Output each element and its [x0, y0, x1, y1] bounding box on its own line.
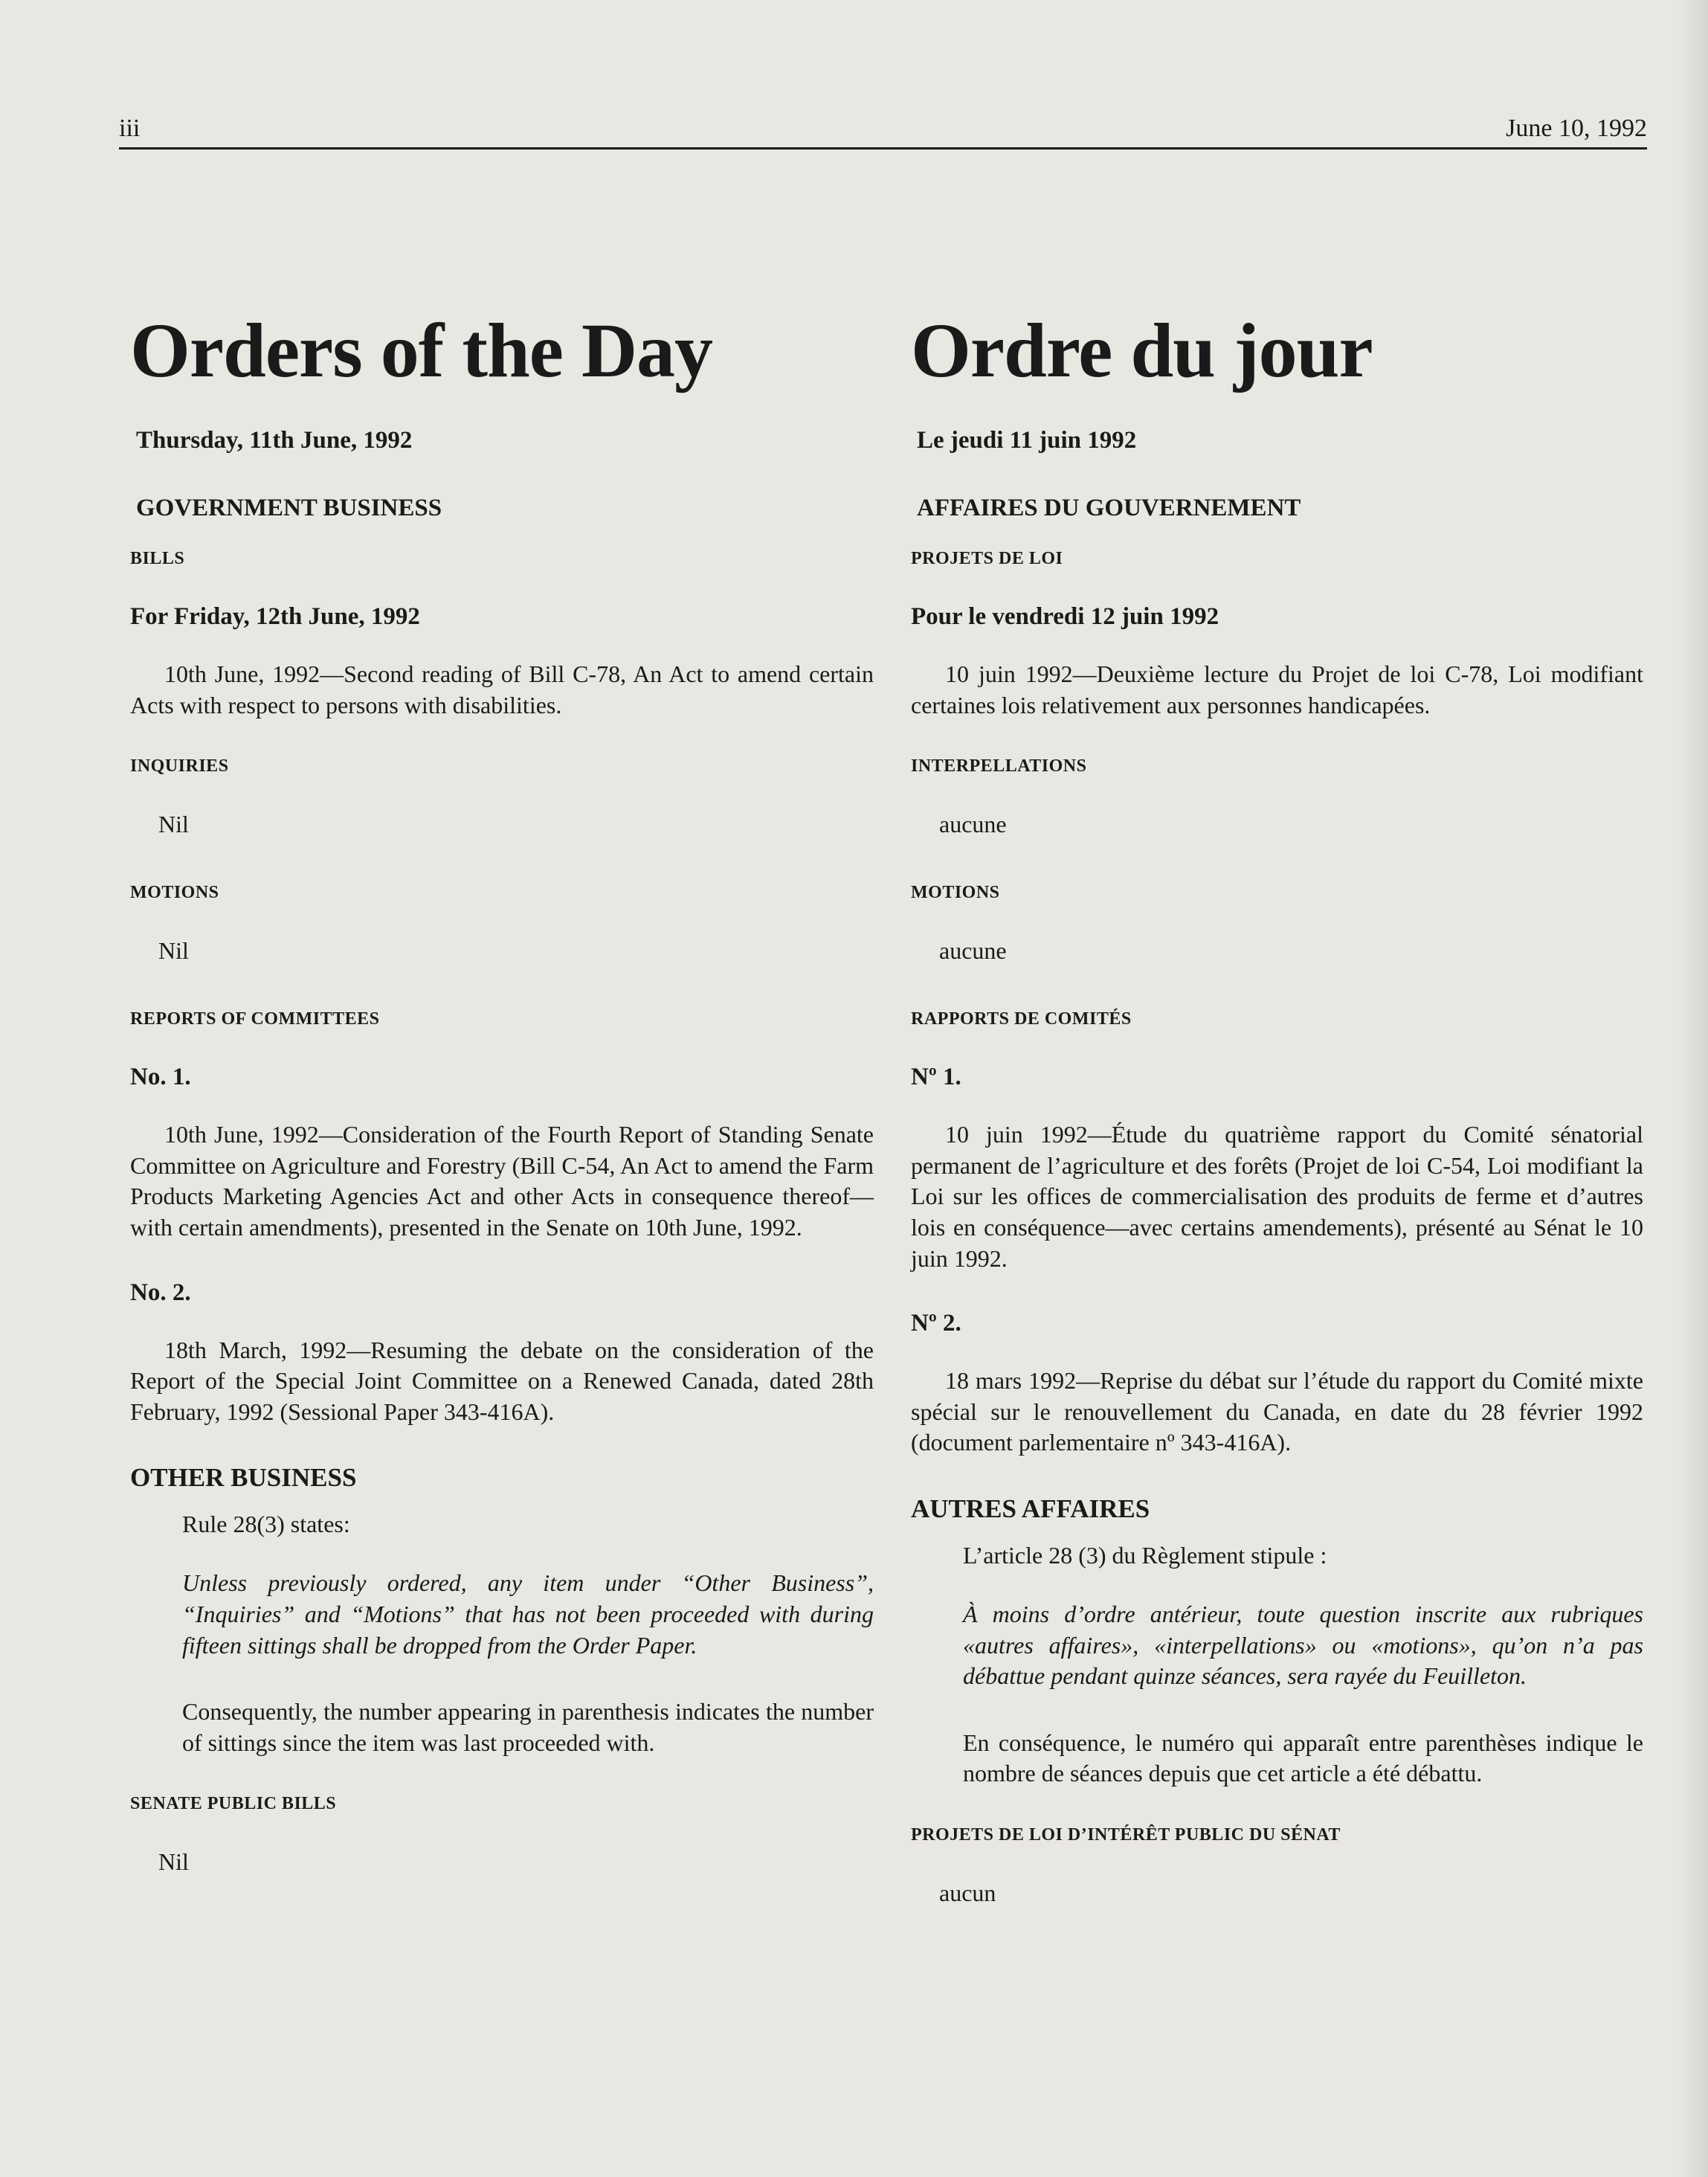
consequently-text-fr: En conséquence, le numéro qui apparaît entre parenthèses indique le nombre de séances depuis que cet article a été débattu. [963, 1729, 1643, 1787]
rule-quote-fr: À moins d’ordre antérieur, toute question inscrite aux rubriques «autres affaires», «interpellations» ou «motions», qu’on n’a pas débattue pendant quinze séances, sera rayée du Feuilleton. [963, 1600, 1643, 1690]
report-no2-text: 18th March, 1992—Resuming the debate on the consideration of the Report of the Special Joint Committee on a Renewed Canada, dated 28th February, 1992 (Sessional Paper 343-416A). [130, 1336, 874, 1425]
motions-heading: MOTIONS [130, 883, 219, 903]
senate-bills-value: Nil [158, 1848, 189, 1876]
inquiries-value: Nil [158, 811, 189, 838]
inquiries-value-fr: aucune [939, 811, 1007, 838]
sitting-date-fr: Le jeudi 11 juin 1992 [917, 427, 1137, 454]
page-edge [1678, 0, 1708, 2177]
rule-line: Rule 28(3) states: [182, 1511, 350, 1538]
reports-heading-fr: RAPPORTS DE COMITÉS [911, 1009, 1132, 1029]
bills-heading-fr: PROJETS DE LOI [911, 549, 1063, 568]
report-no2-text-fr: 18 mars 1992—Reprise du débat sur l’étude du rapport du Comité mixte spécial sur le renouvellement du Canada, en date du 28 février 1992 (document parlementaire nº 343-416A). [911, 1367, 1643, 1456]
inquiries-heading: INQUIRIES [130, 756, 229, 776]
french-column [911, 308, 1643, 1952]
running-header [119, 112, 1647, 149]
bill-c78-item-fr: 10 juin 1992—Deuxième lecture du Projet de loi C-78, Loi modifiant certaines lois relativement aux personnes handicapées. [911, 660, 1643, 718]
report-no1-text: 10th June, 1992—Consideration of the Fourth Report of Standing Senate Committee on Agriculture and Forestry (Bill C-54, An Act to amend the Farm Products Marketing Agencies Act and other Acts in consequence thereof—with certain amendments), presented in the Senate on 10th June, 1992. [130, 1121, 874, 1241]
rule-quote: Unless previously ordered, any item under “Other Business”, “Inquiries” and “Motions” that has not been proceeded with during fifteen sittings shall be dropped from the Order Paper. [182, 1569, 874, 1659]
inquiries-heading-fr: INTERPELLATIONS [911, 756, 1087, 776]
report-no2-label: No. 2. [130, 1279, 191, 1306]
motions-heading-fr: MOTIONS [911, 883, 1000, 903]
other-business-heading-fr: AUTRES AFFAIRES [911, 1493, 1150, 1523]
senate-bills-value-fr: aucun [939, 1879, 996, 1906]
report-no2-label-fr: Nº 2. [911, 1310, 961, 1337]
page-title: Orders of the Day [130, 308, 713, 393]
consequently-text: Consequently, the number appearing in parenthesis indicates the number of sittings since the item was last proceeded with. [182, 1698, 874, 1756]
senate-bills-heading: SENATE PUBLIC BILLS [130, 1794, 337, 1814]
sitting-date: Thursday, 11th June, 1992 [136, 427, 413, 454]
report-no1-label: No. 1. [130, 1064, 191, 1091]
for-friday-heading: For Friday, 12th June, 1992 [130, 603, 420, 630]
report-no1-label-fr: Nº 1. [911, 1064, 961, 1091]
english-column [130, 308, 874, 1920]
motions-value-fr: aucune [939, 937, 1007, 965]
header-date: June 10, 1992 [1506, 115, 1647, 142]
other-business-heading: OTHER BUSINESS [130, 1463, 357, 1493]
motions-value: Nil [158, 937, 189, 965]
government-business-heading: GOVERNMENT BUSINESS [136, 495, 442, 521]
government-business-heading-fr: AFFAIRES DU GOUVERNEMENT [917, 495, 1301, 521]
bill-c78-item: 10th June, 1992—Second reading of Bill C-78, An Act to amend certain Acts with respect to persons with disabilities. [130, 660, 874, 718]
senate-bills-heading-fr: PROJETS DE LOI D’INTÉRÊT PUBLIC DU SÉNAT [911, 1824, 1341, 1845]
report-no1-text-fr: 10 juin 1992—Étude du quatrième rapport du Comité sénatorial permanent de l’agriculture et des forêts (Projet de loi C-54, Loi modifiant la Loi sur les offices de commercialisation des produits de ferme et d’autres lois en conséquence—avec certains amendements), présenté au Sénat le 10 juin 1992. [911, 1121, 1643, 1272]
for-friday-heading-fr: Pour le vendredi 12 juin 1992 [911, 603, 1219, 630]
bills-heading: BILLS [130, 549, 185, 568]
rule-line-fr: L’article 28 (3) du Règlement stipule : [963, 1541, 1327, 1569]
page-title-fr: Ordre du jour [911, 308, 1373, 393]
reports-heading: REPORTS OF COMMITTEES [130, 1009, 380, 1029]
page-number: iii [119, 115, 141, 142]
